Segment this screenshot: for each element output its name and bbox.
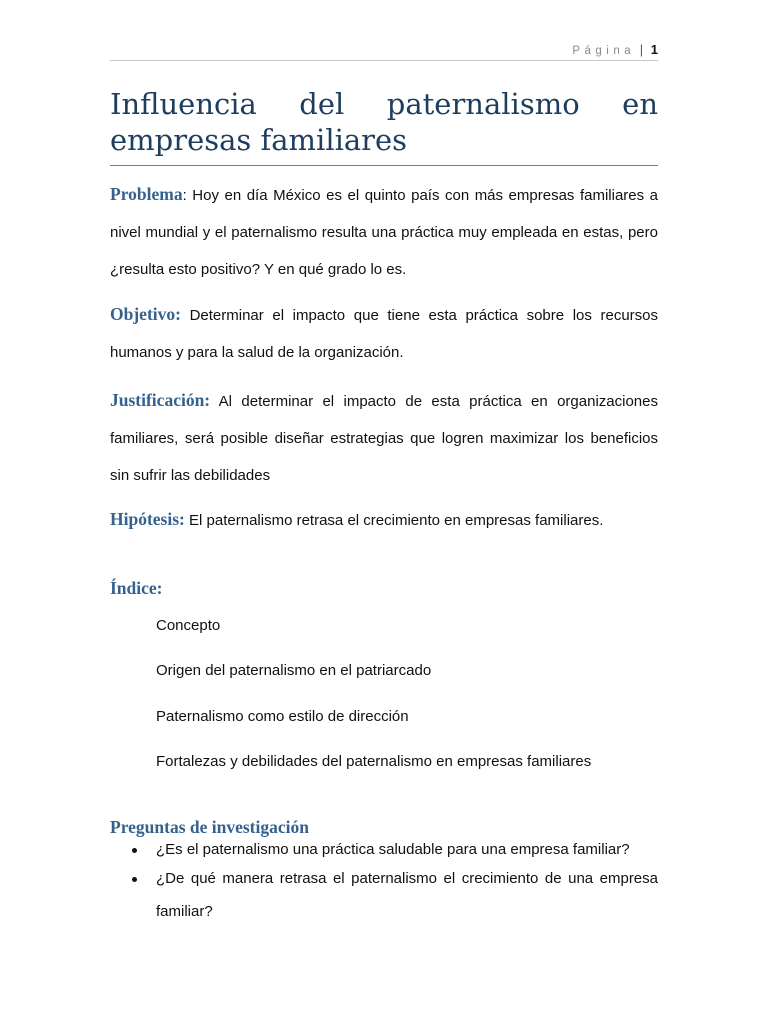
- justificacion-paragraph: [110, 382, 658, 494]
- page-number: 1: [650, 42, 658, 57]
- indice-item: Fortalezas y debilidades del paternalismo en empresas familiares: [156, 753, 592, 770]
- pregunta-text: ¿De qué manera retrasa el paternalismo el crecimiento de una empresa familiar?: [156, 870, 658, 920]
- problema-term: Problema: [110, 184, 183, 204]
- objetivo-term: Objetivo:: [110, 304, 181, 324]
- problema-text: : Hoy en día México es el quinto país con más empresas familiares a nivel mundial y el paternalismo resulta una práctica muy empleada en estas, pero ¿resulta esto positivo? Y en qué grado lo es.: [110, 187, 658, 278]
- bullet-icon: [132, 848, 137, 853]
- indice-item: Concepto: [156, 617, 221, 634]
- preguntas-heading: Preguntas de investigación: [110, 817, 309, 837]
- justificacion-term: Justificación:: [110, 390, 211, 410]
- page-header: [110, 42, 658, 61]
- header-separator: |: [639, 42, 644, 57]
- title-underline: [110, 165, 658, 166]
- hipotesis-text: El paternalismo retrasa el crecimiento en empresas familiares.: [184, 512, 604, 529]
- indice-heading: Índice:: [110, 578, 163, 598]
- problema-paragraph: [110, 176, 658, 288]
- document-title: Influencia del paternalismo en empresas familiares: [110, 87, 658, 157]
- page-label: Página: [572, 45, 636, 57]
- indice-item: Origen del paternalismo en el patriarcado: [156, 662, 432, 679]
- objetivo-text: Determinar el impacto que tiene esta práctica sobre los recursos humanos y para la salud de la organización.: [110, 307, 658, 361]
- objetivo-paragraph: [110, 296, 658, 371]
- hipotesis-term: Hipótesis:: [110, 509, 185, 529]
- justificacion-text: Al determinar el impacto de esta práctica en organizaciones familiares, será posible diseñar estrategias que logren maximizar los beneficios sin sufrir las debilidades: [110, 393, 658, 484]
- list-item: [110, 840, 658, 860]
- hipotesis-paragraph: [110, 501, 658, 539]
- list-item: [110, 869, 658, 928]
- indice-item: Paternalismo como estilo de dirección: [156, 708, 409, 725]
- pregunta-text: ¿Es el paternalismo una práctica saludable para una empresa familiar?: [156, 841, 630, 858]
- bullet-icon: [132, 877, 137, 882]
